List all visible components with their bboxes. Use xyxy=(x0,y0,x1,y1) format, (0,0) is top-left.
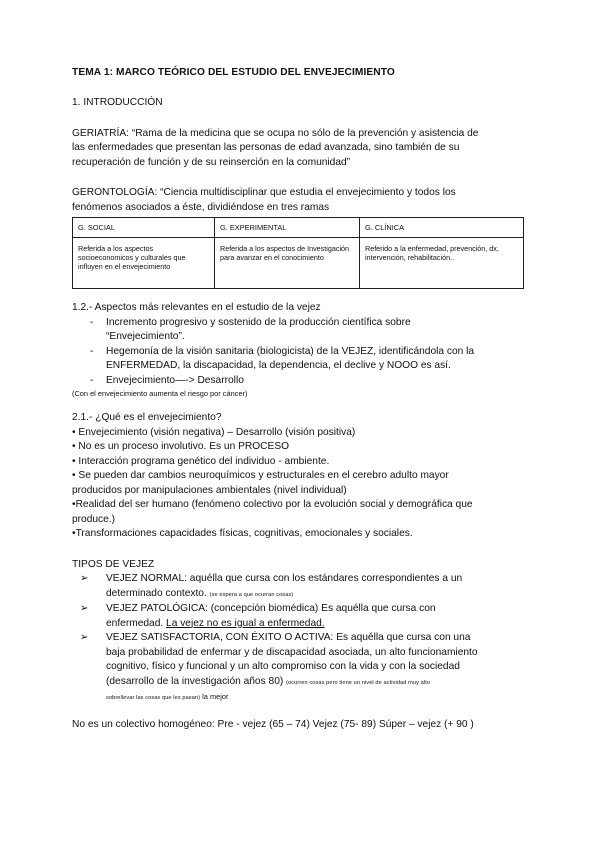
bullet-4-line-1: • Se pueden dar cambios neuroquímicos y estructurales en el cerebro adulto mayor xyxy=(72,470,449,481)
table-cell-clinica: Referido a la enfermedad, prevención, dx, intervención, rehabilitación.. xyxy=(360,238,524,289)
vejez-patologica-line-2: enfermedad. xyxy=(106,617,167,629)
table-row xyxy=(73,238,524,289)
list-item-text: Incremento progresivo y sostenido de la producción científica sobre xyxy=(106,316,411,328)
bullet-2: • No es un proceso involutivo. Es un PROCESO xyxy=(72,441,290,452)
gerontologia-line-2: fenómenos asociados a éste, dividiéndose en tres ramas xyxy=(72,201,330,213)
tipos-heading: TIPOS DE VEJEZ xyxy=(72,558,155,570)
gerontologia-definition xyxy=(72,186,532,215)
tipos-section xyxy=(72,558,532,706)
vejez-satisfactoria-line-4: (desarrollo de la investigación años 80) xyxy=(106,675,287,687)
table-header-row xyxy=(73,218,524,238)
list-item-text: ENFERMEDAD, la discapacidad, la dependencia, el declive y NOOO es así. xyxy=(106,360,451,371)
geriatria-line-2: las enfermedades que presentan las personas de edad avanzada, sino también de su xyxy=(72,142,460,153)
vejez-patologica-line-1: VEJEZ PATOLÓGICA: (concepción biomédica) Es aquélla que cursa con xyxy=(106,603,436,614)
bullet-3: • Interacción programa genético del individuo - ambiente. xyxy=(72,455,330,467)
arrow-bullet-icon: ➢ xyxy=(80,603,89,614)
bullet-6: •Transformaciones capacidades físicas, cognitivas, emocionales y sociales. xyxy=(72,528,413,539)
dash-marker: - xyxy=(90,374,94,386)
list-item xyxy=(72,602,532,631)
arrow-bullet-icon: ➢ xyxy=(80,573,89,584)
list-item-text: Envejecimiento—-> Desarrollo xyxy=(106,374,244,386)
aspectos-list xyxy=(72,316,532,389)
bullet-1: • Envejecimiento (visión negativa) – Desarrollo (visión positiva) xyxy=(72,426,356,438)
vejez-normal-line-2: determinado contexto. xyxy=(106,587,210,599)
page-title: TEMA 1: MARCO TEÓRICO DEL ESTUDIO DEL ENVEJECIMIENTO xyxy=(72,67,395,78)
vejez-satisfactoria-line-1: VEJEZ SATISFACTORIA, CON ÉXITO O ACTIVA: Es aquélla que cursa con una xyxy=(106,632,471,643)
list-item xyxy=(72,374,532,389)
vejez-satisfactoria-line-3: cognitivo, físico y funcional y un alto compromiso con la vida y con la sociedad xyxy=(106,661,460,672)
vejez-normal-note: (se espera a que ocurran cosas) xyxy=(209,591,294,598)
dash-marker: - xyxy=(90,345,94,357)
geriatria-line-3: recuperación de función y de su reinserción en la comunidad” xyxy=(72,156,351,168)
gerontologia-term: GERONTOLOGÍA: xyxy=(72,187,161,198)
geriatria-line-1: “Rama de la medicina que se ocupa no sólo de la prevención y asistencia de xyxy=(131,127,479,139)
vejez-satisfactoria-note-2: sobrellevar las cosas que les pasan) xyxy=(106,695,201,701)
vejez-normal-line-1: VEJEZ NORMAL: aquélla que cursa con los estándares correspondientes a un xyxy=(106,573,463,584)
arrow-bullet-icon: ➢ xyxy=(80,632,89,643)
vejez-patologica-emphasis: La vejez no es igual a enfermedad. xyxy=(166,617,325,629)
list-item xyxy=(72,572,532,602)
aspectos-heading: 1.2.- Aspectos más relevantes en el estudio de la vejez xyxy=(72,302,321,313)
que-es-section xyxy=(72,411,532,542)
gerontologia-branches-table xyxy=(72,217,524,289)
list-item xyxy=(72,316,532,345)
geriatria-term: GERIATRÍA: xyxy=(72,127,132,139)
aspectos-note: (Con el envejecimiento aumenta el riesgo por cáncer) xyxy=(72,389,248,398)
vejez-satisfactoria-tail: la mejor xyxy=(200,692,229,701)
que-es-heading: 2.1.- ¿Qué es el envejecimiento? xyxy=(72,412,222,423)
list-item-text: “Envejecimiento”. xyxy=(106,331,185,342)
geriatria-definition xyxy=(72,127,532,171)
dash-marker: - xyxy=(90,316,94,328)
intro-heading: 1. INTRODUCCIÓN xyxy=(72,97,163,108)
bullet-5-line-2: produce.) xyxy=(72,513,116,525)
table-header-experimental: G. EXPERIMENTAL xyxy=(215,218,360,238)
document-page xyxy=(72,66,532,732)
closing-line: No es un colectivo homogéneo: Pre - vejez (65 – 74) Vejez (75- 89) Súper – vejez (+ 90 ) xyxy=(72,718,474,730)
table-cell-social: Referida a los aspectos socioeconomicos y culturales que influyen en el envejecimiento xyxy=(73,238,215,289)
table-header-clinica: G. CLÍNICA xyxy=(360,218,524,238)
bullet-4-line-2: producidos por manipulaciones ambientales (nivel individual) xyxy=(72,484,347,496)
table-header-social: G. SOCIAL xyxy=(73,218,215,238)
tipos-list xyxy=(72,572,532,706)
vejez-satisfactoria-line-2: baja probabilidad de enfermar y de discapacidad asociada, un alto funcionamiento xyxy=(106,646,478,658)
gerontologia-line-1: “Ciencia multidisciplinar que estudia el envejecimiento y todos los xyxy=(160,187,456,198)
list-item xyxy=(72,631,532,706)
vejez-satisfactoria-note-1: (ocurren cosas pero tiene un nivel de actividad muy alto xyxy=(286,679,431,686)
aspectos-section xyxy=(72,301,532,399)
bullet-5-line-1: •Realidad del ser humano (fenómeno colectivo por la evolución social y demográfica que xyxy=(72,499,473,510)
table-cell-experimental: Referida a los aspectos de Investigación para avanzar en el conocimiento xyxy=(215,238,360,289)
list-item xyxy=(72,345,532,374)
list-item-text: Hegemonía de la visión sanitaria (biologicista) de la VEJEZ, identificándola con la xyxy=(106,345,475,357)
